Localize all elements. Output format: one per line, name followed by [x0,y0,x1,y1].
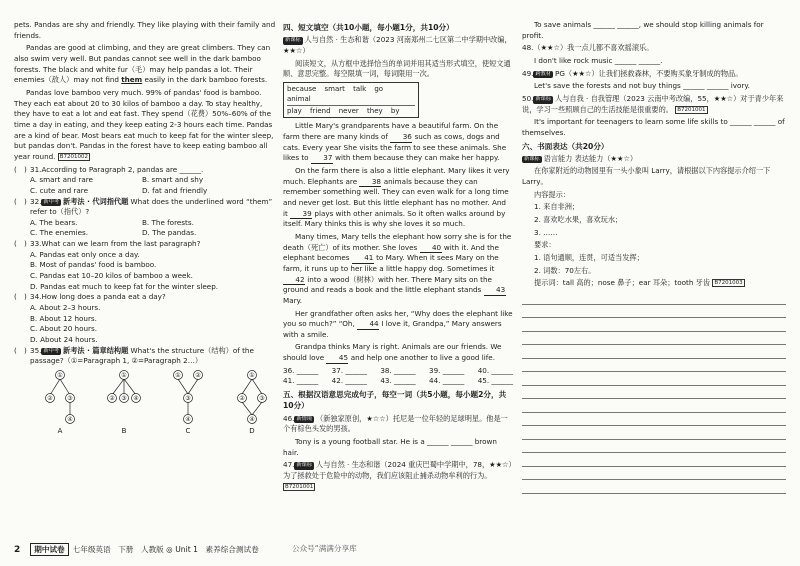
hint-item: 3. …… [534,227,558,237]
answer-slot[interactable]: 44. ______ [429,376,465,386]
option-label: C [185,427,191,435]
source-note: 语言能力 表达能力（★★☆） [543,153,638,163]
option: D. fat and friendly [142,185,208,195]
option-label: B [121,427,127,435]
option: D. About 24 hours. [30,335,98,345]
blank-38[interactable]: 38 [359,178,381,188]
node-label: ① [175,372,181,379]
question-text: How long does a panda eat a day? [41,292,166,302]
section-heading: 四、短文填空（共10小题，每小题1分，共10分） [283,23,454,32]
answer-slot[interactable]: 40. ______ [477,365,513,375]
question-text: What can we learn from the last paragraph? [41,239,201,249]
option: B. About 12 hours. [30,313,97,323]
hint-title: 内容提示： [534,189,570,199]
option: B. The forests. [142,217,194,227]
question-50-sentence[interactable]: It's important for teenagers to learn some life skills to ______ ______ of themselves. [522,117,785,137]
question-50: 50. 新课标 人与自我 · 自我管理（2023 云南中考改编，55，★★☆）对于青少年来说，学习一些照顾自己的生活技能是很重要的。 B7201001 [522,93,784,114]
section-heading: 六、书面表达（共20分） [522,141,609,151]
node-label: ② [109,395,115,402]
blank-36[interactable]: 36 [390,133,412,143]
question-49: 49. 跨教材 PG（★★☆）让我们拯救森林，不要购买象牙制成的物品。 [522,68,743,78]
option: C. About 20 hours. [30,324,98,334]
question-47-sentence[interactable]: To save animals ______ ______, we should stop killing animals for profit. [522,20,764,40]
reading-paragraph: Pandas love bamboo very much. 99% of pandas' food is bamboo. They each eat about 20 to 30 kilos of bamboo a day. To stay healthy, they have to eat a lot and eat fast. They spend（花费）50%–60% of the time a day in eating, and they keep eating 2-3 hours each time. Pandas are a kind of bear. Most bears eat much to keep fat for the winter sleep, but pandas don't. Pandas in the forest have to keep eating bamboo all year round. B7201002 [14,87,274,161]
answer-bracket[interactable]: ( ) [14,345,27,355]
writing-area[interactable] [522,291,786,494]
answer-slot[interactable]: 45. ______ [477,376,513,386]
answer-bracket[interactable]: ( ) [14,164,27,174]
reading-paragraph: Pandas are good at climbing, and they are great climbers. They can also swim very well. But pandas cannot see well in the dark bamboo forests. The black and white fur（毛）may help pandas a lot. Their enemies（敌人）may not find them easily in the dark bamboo forests. [14,43,271,85]
answer-slot[interactable]: 41. ______ [283,376,319,386]
answer-slot[interactable]: 43. ______ [380,376,416,386]
tag-badge: 新课标 [285,37,301,44]
blank-45[interactable]: 45 [326,354,348,364]
structure-option-b [106,369,142,436]
word-bank [283,82,419,119]
question-48-sentence[interactable]: I don't like rock music ______ ______. [534,55,663,65]
option-label: A [57,427,63,435]
option: B. Most of pandas' food is bamboo. [30,260,157,270]
hint-item: 1. 来自非洲； [534,202,580,212]
question-code: B7201001 [677,106,706,113]
tree-diagram-a [42,369,78,425]
blank-44[interactable]: 44 [357,320,379,330]
question-47: 47. 新课标 人与自然 · 生态和谐（2024 重庆巴蜀中学期中，78，★★☆）为了拯救处于危险中的动物，我们应该阻止捕杀动物牟利的行为。 B7201001 [283,460,513,490]
cloze-paragraph: Her grandfather often asks her, “Why does the elephant like you so much?” “Oh, 44 I love it, Grandpa,” Mary answers with a smile. [283,308,513,339]
option: A. Pandas eat only once a day. [30,249,140,259]
blank-43[interactable]: 43 [484,286,506,296]
watermark: 公众号“满满分享库 [292,544,357,553]
cloze-paragraph: Little Mary's grandparents have a beautiful farm. On the farm there are many kinds of 36 such as cows, dogs and cats. Every year She visits the farm to see these animals. She likes to 37 with them because they can make her happy. [283,121,507,163]
option: D. Pandas eat much to keep fat for the winter sleep. [30,281,219,291]
tag-badge: 新情境 [296,415,313,422]
word-bank-row: because smart talk go animal [287,84,415,106]
question-46-sentence[interactable]: Tony is a young football star. He is a ______ ______ brown hair. [283,436,497,457]
node-label: ③ [259,395,265,402]
option: C. cute and rare [30,185,89,195]
option: C. The enemies. [30,228,89,238]
question-31: ( ) 31.According to Paragraph 2, pandas are ______. A. smart and rare B. smart and shy C. cute and rare D. fat and friendly [14,165,276,197]
answer-slot[interactable]: 38. ______ [380,365,416,375]
brand-label: 期中试卷 [30,543,68,556]
requirement-item: 2. 词数：70左右。 [534,265,596,275]
structure-option-c [170,369,206,436]
option-label: D [249,427,255,435]
cloze-paragraph: Many times, Mary tells the elephant how sorry she is for the death（死亡）of its mother. She loves 40 with it. And the elephant becomes 41 to Mary. When it sees Mary on the farm, it runs up to her like a little happy dog. Sometimes it 42 into a wood（树林）with her. There Mary sits on the ground and reads a book and the little elephant stands 43 Mary. [283,231,512,305]
cloze-paragraph: Grandpa thinks Mary is right. Animals are our friends. We should love 45 and help one another to live a good life. [283,342,502,363]
node-label: ③ [121,395,127,402]
node-label: ④ [133,395,139,402]
tree-diagram-d [234,369,270,425]
answer-row [283,376,513,387]
structure-option-d [234,369,270,436]
blank-40[interactable]: 40 [420,244,442,254]
node-label: ① [121,372,127,379]
structure-option-a [42,369,78,436]
node-label: ② [195,372,201,379]
node-label: ② [239,395,245,402]
question-text: What does the underlined word “them” refer to（指代）? [30,196,273,217]
node-label: ① [249,372,255,379]
hint-item: 2. 喜欢吃水果，喜欢玩水； [534,215,623,225]
node-label: ④ [249,416,255,423]
answer-bracket[interactable]: ( ) [14,239,27,249]
source-note: 人与自然 · 生态和谐（2023 河南郑州二七区第二中学期中改编，★★☆） [283,35,512,55]
option: A. smart and rare [30,175,93,185]
question-33: ( ) 33.What can we learn from the last paragraph? A. Pandas eat only once a day. B. Most of pandas' food is bamboo. C. Pandas eat 10–20 kilos of bamboo a week. D. Pandas eat much to keep fat for the winter sleep. [14,239,276,292]
requirements-title: 要求： [534,240,556,250]
answer-slot[interactable]: 37. ______ [331,365,367,375]
question-48: 48.（★★☆）我一点儿都不喜欢摇滚乐。 [522,43,654,53]
word-bank-row: play friend never they by [287,106,400,115]
tag-badge: 新中考 [43,347,60,354]
answer-slot[interactable]: 42. ______ [331,376,367,386]
footer-info: 七年级英语 下册 人教版 ◎ Unit 1 素养综合测试卷 [72,545,259,554]
node-label: ④ [185,416,191,423]
option: C. Pandas eat 10–20 kilos of bamboo a week. [30,271,193,281]
page-number: 2 [14,544,21,555]
answer-bracket[interactable]: ( ) [14,196,27,206]
section-heading: 五、根据汉语意思完成句子，每空一词（共5小题，每小题2分，共10分） [283,390,507,411]
answer-bracket[interactable]: ( ) [14,292,27,302]
node-label: ④ [67,416,73,423]
question-32: ( ) 32. 新中考 新考法 · 代词指代题 What does the underlined word “them” refer to（指代）? A. The bears. B. The forests. C. The enemies. D. The pandas. [14,196,273,238]
option: D. The pandas. [142,228,197,238]
blank-41[interactable]: 41 [352,254,374,264]
cloze-paragraph: On the farm there is also a little elephant. Mary likes it very much. Elephants are 38 animals because they can remember something well. They can even walk for a long time and never get lost. But this little elephant has no mother. And it 39 plays with other animals. So it often walks around by itself. Mary thinks this is why she loves it so much. [283,165,510,229]
tag-badge: 跨教材 [535,70,552,77]
tree-diagram-c [170,369,206,425]
word-hints: 提示词：tall 高的；nose 鼻子；ear 耳朵；tooth 牙齿 B7201003 [534,278,743,288]
node-label: ② [47,395,53,402]
question-code: B7201001 [285,483,314,490]
cloze-column [283,20,513,494]
blank-42[interactable]: 42 [283,276,305,286]
node-label: ③ [185,395,191,402]
answer-slot[interactable]: 39. ______ [429,365,465,375]
node-label: ① [57,372,63,379]
answer-row [283,366,513,377]
writing-task: 在你家附近的动物园里有一头小象叫 Larry，请根据以下内容提示介绍一下 Larry。 [522,166,771,187]
instructions: 阅读短文，从方框中选择恰当的单词并用其适当形式填空，使短文通顺、意思完整。每空限填一词，每词限用一次。 [283,58,511,79]
question-34: ( ) 34.How long does a panda eat a day? A. About 2–3 hours. B. About 12 hours. C. About 20 hours. D. About 24 hours. [14,292,276,345]
question-49-sentence[interactable]: Let's save the forests and not buy things ______ ______ ivory. [534,81,750,91]
reading-paragraph: pets. Pandas are shy and friendly. They like playing with their family and friends. [14,20,276,40]
tag-badge: 新课标 [296,462,313,469]
question-text: According to Paragraph 2, pandas are ______. [41,164,204,174]
tree-diagram-b [106,369,142,425]
option: A. The bears. [30,217,78,227]
option: B. smart and shy [142,175,204,185]
structure-diagrams [14,369,276,436]
blank-39[interactable]: 39 [290,210,312,220]
question-code: B7201002 [59,153,89,160]
blank-37[interactable]: 37 [311,154,333,164]
option: A. About 2–3 hours. [30,303,101,313]
tag-badge: 新课标 [524,155,540,162]
tag-badge: 新课标 [535,95,552,102]
node-label: ③ [67,395,73,402]
question-code: B7201003 [714,280,743,287]
requirement-item: 1. 语句通顺，连贯，可适当发挥； [534,253,644,263]
question-text: What's the structure（结构）of the passage?（①=Paragraph 1, ②=Paragraph 2…） [30,345,254,366]
writing-column [522,20,786,494]
reading-column [14,20,276,436]
answer-slot[interactable]: 36. ______ [283,365,319,375]
tag-badge: 新中考 [43,198,60,205]
underlined-word: them [121,75,143,85]
page-footer [14,543,259,556]
question-35: ( ) 35. 新中考 新考法 · 篇章结构题 What's the structure（结构）of the passage?（①=Paragraph 1, ②=Paragraph 2…） ① ② ③ ④ A ① ② ③ ④ B ① ② ③ ④ C ① ② ③ ④ D [14,346,276,437]
question-46: 46. 新情境 （新独家原创，★☆☆）托尼是一位年轻的足球明星。他是一个有棕色头发的男孩。 [283,413,508,434]
